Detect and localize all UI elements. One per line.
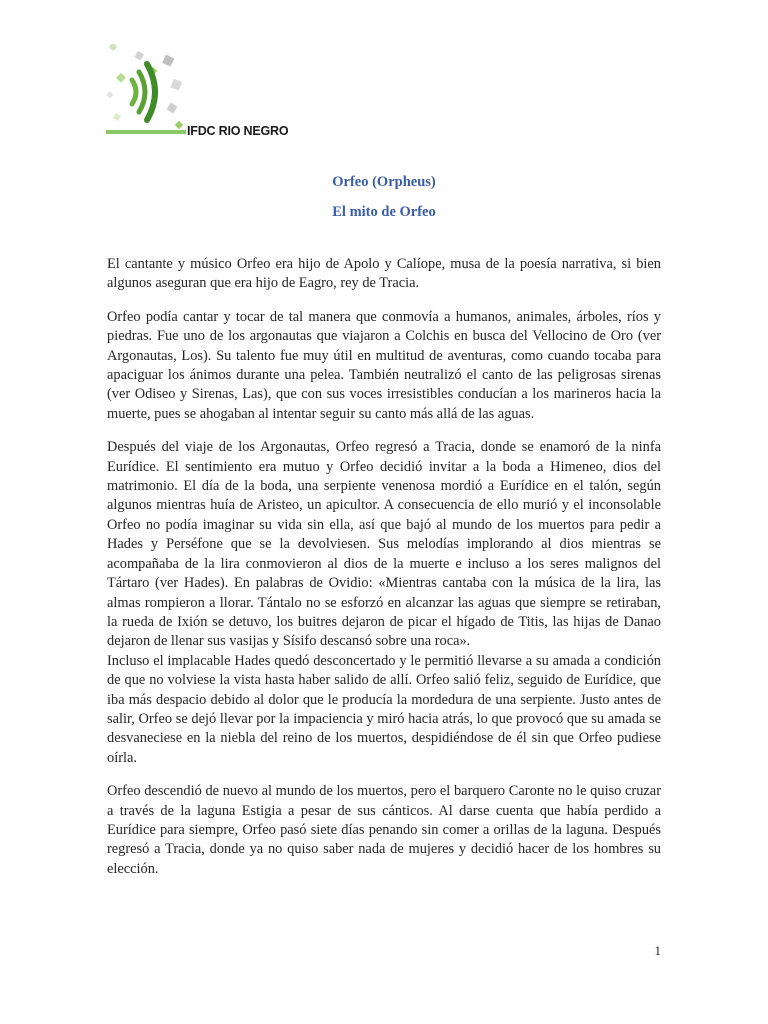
document-subtitle: El mito de Orfeo (332, 204, 436, 220)
document-body (107, 255, 661, 893)
paragraph: Incluso el implacable Hades quedó desconcertado y le permitió llevarse a su amada a condición de que no volviese la vista hasta haber salido de allí. Orfeo salió feliz, seguido de Eurídice, que iba más despacio debido al dolor que le producía la mordedura de una serpiente. Justo antes de salir, Orfeo se dejó llevar por la impaciencia y miró hacia atrás, lo que provocó que su amada se desvaneciese en la niebla del reino de los muertos, despidiéndose de él sin que Orfeo pudiese oírla. (107, 652, 661, 766)
ifdc-signal-logo-icon (106, 44, 188, 140)
paragraph: Después del viaje de los Argonautas, Orfeo regresó a Tracia, donde se enamoró de la ninfa Eurídice. El sentimiento era mutuo y Orfeo decidió invitar a la boda a Himeneo, dios del matrimonio. El día de la boda, una serpiente venenosa mordió a Eurídice en el talón, según algunos mientras huía de Aristeo, un apicultor. A consecuencia de ello murió y el inconsolable Orfeo no podía imaginar su vida sin ella, así que bajó al mundo de los muertos para pedir a Hades y Perséfone que se la devolviesen. Sus melodías implorando al dios mientras se acompañaba de la lira conmovieron al dios de la muerte e incluso a los seres malignos del Tártaro (ver Hades). En palabras de Ovidio: «Mientras cantaba con la música de la lira, las almas rompieron a llorar. Tántalo no se esforzó en alcanzar las aguas que siempre se retiraban, la rueda de Ixión se detuvo, los buitres dejaron de picar el hígado de Titis, las hijas de Danao dejaron de llenar sus vasijas y Sísifo descansó sobre una roca». (107, 439, 661, 650)
paragraph: Orfeo descendió de nuevo al mundo de los muertos, pero el barquero Caronte no le quiso cruzar a través de la laguna Estigia a pesar de sus cánticos. Al darse cuenta que había perdido a Eurídice para siempre, Orfeo pasó siete días penando sin comer a orillas de la laguna. Después regresó a Tracia, donde ya no quiso saber nada de mujeres y decidió hacer de los hombres su elección. (107, 783, 661, 877)
page-number: 1 (654, 943, 661, 958)
header-logo (106, 44, 306, 140)
org-name: IFDC RIO NEGRO (187, 124, 289, 138)
paragraph: El cantante y músico Orfeo era hijo de Apolo y Calíope, musa de la poesía narrativa, si bien algunos aseguran que era hijo de Eagro, rey de Tracia. (107, 256, 661, 292)
paragraph: Orfeo podía cantar y tocar de tal manera que conmovía a humanos, animales, árboles, ríos y piedras. Fue uno de los argonautas que viajaron a Colchis en busca del Vellocino de Oro (ver Argonautas, Los). Su talento fue muy útil en multitud de aventuras, como cuando tocaba para apaciguar los ánimos durante una pelea. También neutralizó el canto de las peligrosas sirenas (ver Odiseo y Sirenas, Las), que con sus voces irresistibles conducían a los marineros hacia la muerte, pues se ahogaban al intentar seguir su canto más allá de las aguas. (107, 308, 661, 422)
document-title: Orfeo (Orpheus) (332, 174, 436, 190)
